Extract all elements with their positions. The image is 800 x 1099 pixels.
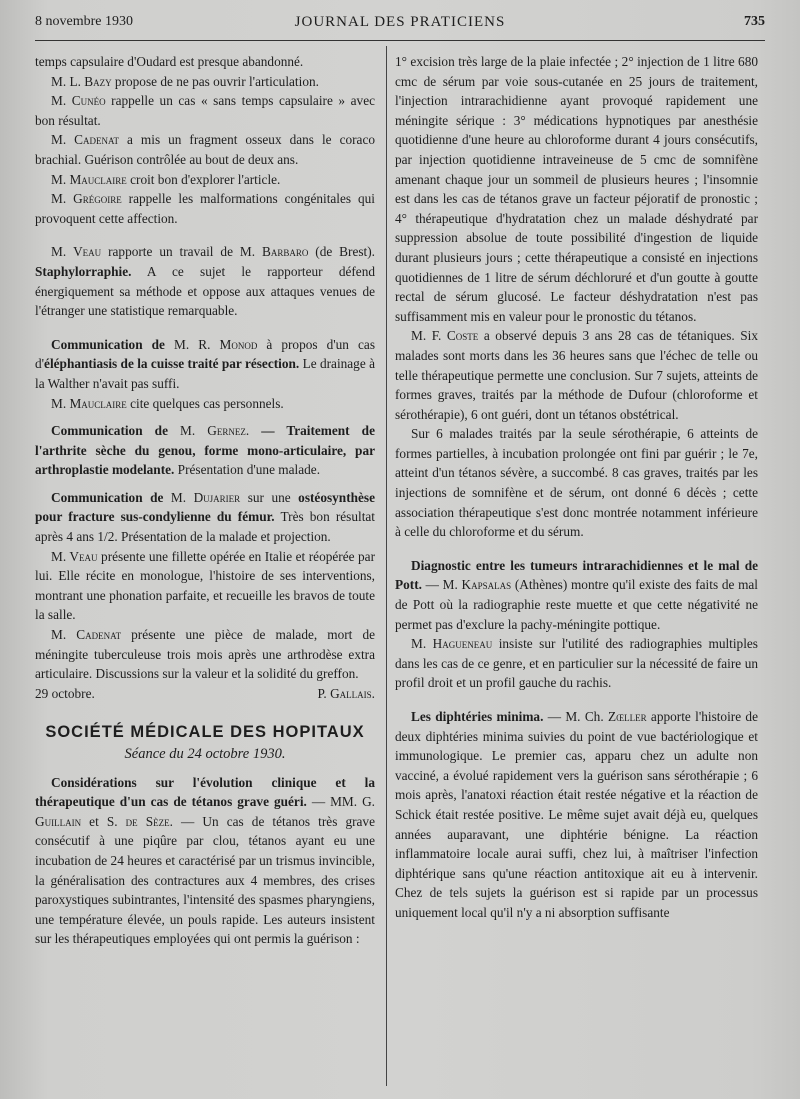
spacer [35, 413, 375, 421]
paragraph: Communication de M. Dujarier sur une ostéosynthèse pour fracture sus-condylienne du fémur. Très bon résultat après 4 ans 1/2. Présentation de la malade et projection. [35, 489, 375, 545]
paragraph: temps capsulaire d'Oudard est presque abandonné. [35, 54, 304, 69]
paragraph: M. Cunéo rappelle un cas « sans temps capsulaire » avec bon résultat. [35, 93, 375, 128]
column-divider [386, 46, 387, 1086]
paragraph: M. L. Bazy propose de ne pas ouvrir l'articulation. [51, 73, 319, 89]
page-header [35, 14, 765, 36]
section-title: SOCIÉTÉ MÉDICALE DES HOPITAUX [45, 723, 365, 742]
paragraph: M. F. Coste a observé depuis 3 ans 28 cas de tétaniques. Six malades sont morts dans les 36 heures sans que l'échec de telle ou telle thérapeutique permette une conclusion. Sur 7 sujets, atteints de formes graves, traités par la méthode de Dufour (chloroforme et sérothérapie), 6 ont guéri, dont un tétanos obstétrical. [395, 328, 758, 422]
paragraph: Diagnostic entre les tumeurs intrarachidiennes et le mal de Pott. — M. Kapsalas (Athènes) montre qu'il existe des faits de mal de Pott où la radiographie reste muette et que cette négativité ne permet pas d'exclure la pachy-méningite pottique. [395, 557, 759, 632]
paragraph: M. Cadenat présente une pièce de malade, mort de méningite tuberculeuse trois mois après une arthrodèse extra articulaire. Discussions sur la valeur et la solidité du greffon. [35, 627, 375, 682]
paragraph: M. Mauclaire croit bon d'explorer l'article. [51, 171, 281, 187]
paragraph: Considérations sur l'évolution clinique et la thérapeutique d'un cas de tétanos grave guéri. — MM. G. Guillain et S. de Sèze. — Un cas de tétanos très grave consécutif à une piqûre par clou, tétanos ayant eu une incubation de 24 heures et caractérisé par un trismus invincible, la généralisation des contractures aux 4 membres, des crises paroxystiques subintrantes, l'intensité des spasmes pharyngiens, une température élevée, un pouls rapide. Les auteurs insistent sur les thérapeutiques employées qui ont permis la guérison : [35, 774, 375, 947]
paragraph: Sur 6 malades traités par la seule sérothérapie, 6 atteints de formes partielles, à incubation prolongée ont fini par guérir ; le 7e, atteint d'un tétanos sévère, a succombé. 8 cas graves, traités par les injections de somnifène et de sérum, ont donné 6 décès ; cette association thérapeutique s'est donc montrée notamment inférieure à celle du chloroforme et du sérum. [395, 426, 758, 540]
signature-author: P. Gallais. [317, 685, 375, 701]
spacer [35, 321, 375, 335]
paragraph: M. Veau présente une fillette opérée en Italie et réopérée par lui. Elle récite en monologue, l'histoire de ses interventions, montrant une phonation parfaite, et recueille les bravos de toute la salle. [35, 548, 375, 623]
paragraph: Communication de M. R. Monod à propos d'un cas d'éléphantiasis de la cuisse traité par résection. Le drainage à la Walther n'avait pas suffi. [35, 336, 375, 391]
paragraph: M. Cadenat a mis un fragment osseux dans le coraco brachial. Guérison contrôlée au bout de deux ans. [35, 132, 375, 167]
spacer [395, 693, 758, 707]
paragraph: Communication de M. Gernez. — Traitement de l'arthrite sèche du genou, forme mono-articulaire, par arthroplastie modelante. Présentation d'une malade. [35, 423, 375, 478]
right-column [395, 52, 758, 923]
section-subtitle: Séance du 24 octobre 1930. [124, 746, 286, 762]
paragraph: 1° excision très large de la plaie infectée ; 2° injection de 1 litre 680 cmc de sérum par voie sous-cutanée en 25 jours de traitement, l'injection intrarachidienne ayant provoqué rapidement une méningite sérique : 3° médications hypnotiques par anesthésie quotidienne d'une heure au chloroforme durant 4 jours consécutifs, par injection quotidienne intraveineuse de 5 cmc de somnifène amenant chaque jour un sommeil de plusieurs heures ; l'insomnie est dans les cas de tétanos grave un facteur péjoratif de pronostic ; 4° thérapeutique d'hydratation chez un malade déshydraté par suppression absolue de toute possibilité d'ingestion de liquide durant plusieurs jours ; cette thérapeutique a consisté en injections quotidiennes de 1 litre de sérum déchloruré et d'un goutte à goutte rectal de sérum glucosé. Le facteur déshydratation n'est pas suffisamment mis en valeur pour le pronostic du tétanos. [395, 54, 758, 324]
paragraph: Les diphtéries minima. — M. Ch. Zœller apporte l'histoire de deux diphtéries minima suivies du point de vue bactériologique et immunologique. Le premier cas, apparu chez un adulte non vacciné, a évolué rapidement vers la guérison sans sérothérapie ; 6 mois après, l'anatoxi réaction était restée négative et la réaction de Schick était restée positive. Le même sujet avait déjà eu, quelques années auparavant, une diphtérie bénigne. La réaction inflammatoire locale aurai suffi, chez lui, à maîtriser l'infection diphtérique sans qu'une réaction antitoxique ait eu à intervenir. Chez de tels sujets la guérison est si rapide par un processus uniquement local qu'il n'y a ni absorption suffisante [395, 709, 758, 920]
paragraph: M. Veau rapporte un travail de M. Barbaro (de Brest). Staphylorraphie. A ce sujet le rapporteur défend énergiquement sa méthode et oppose aux attaques venues de l'étranger une statistique remarquable. [35, 244, 375, 319]
spacer [395, 542, 758, 556]
issue-date: 8 novembre 1930 [35, 14, 133, 29]
left-column [35, 52, 375, 949]
spacer [35, 703, 375, 717]
paragraph: M. Grégoire rappelle les malformations congénitales qui provoquent cette affection. [35, 191, 375, 226]
signature-date: 29 octobre. [35, 685, 95, 701]
journal-title: JOURNAL DES PRATICIENS [294, 14, 506, 30]
header-rule [35, 40, 765, 41]
paragraph: M. Mauclaire cite quelques cas personnels. [51, 395, 284, 411]
page-number: 735 [744, 14, 765, 29]
spacer [35, 228, 375, 242]
spacer [35, 480, 375, 488]
signature-line [35, 684, 375, 704]
paragraph: M. Hagueneau insiste sur l'utilité des radiographies multiples dans les cas de ce genre, et en particulier sur la nécessité de faire un profil droit et un profil gauche du rachis. [395, 636, 758, 691]
